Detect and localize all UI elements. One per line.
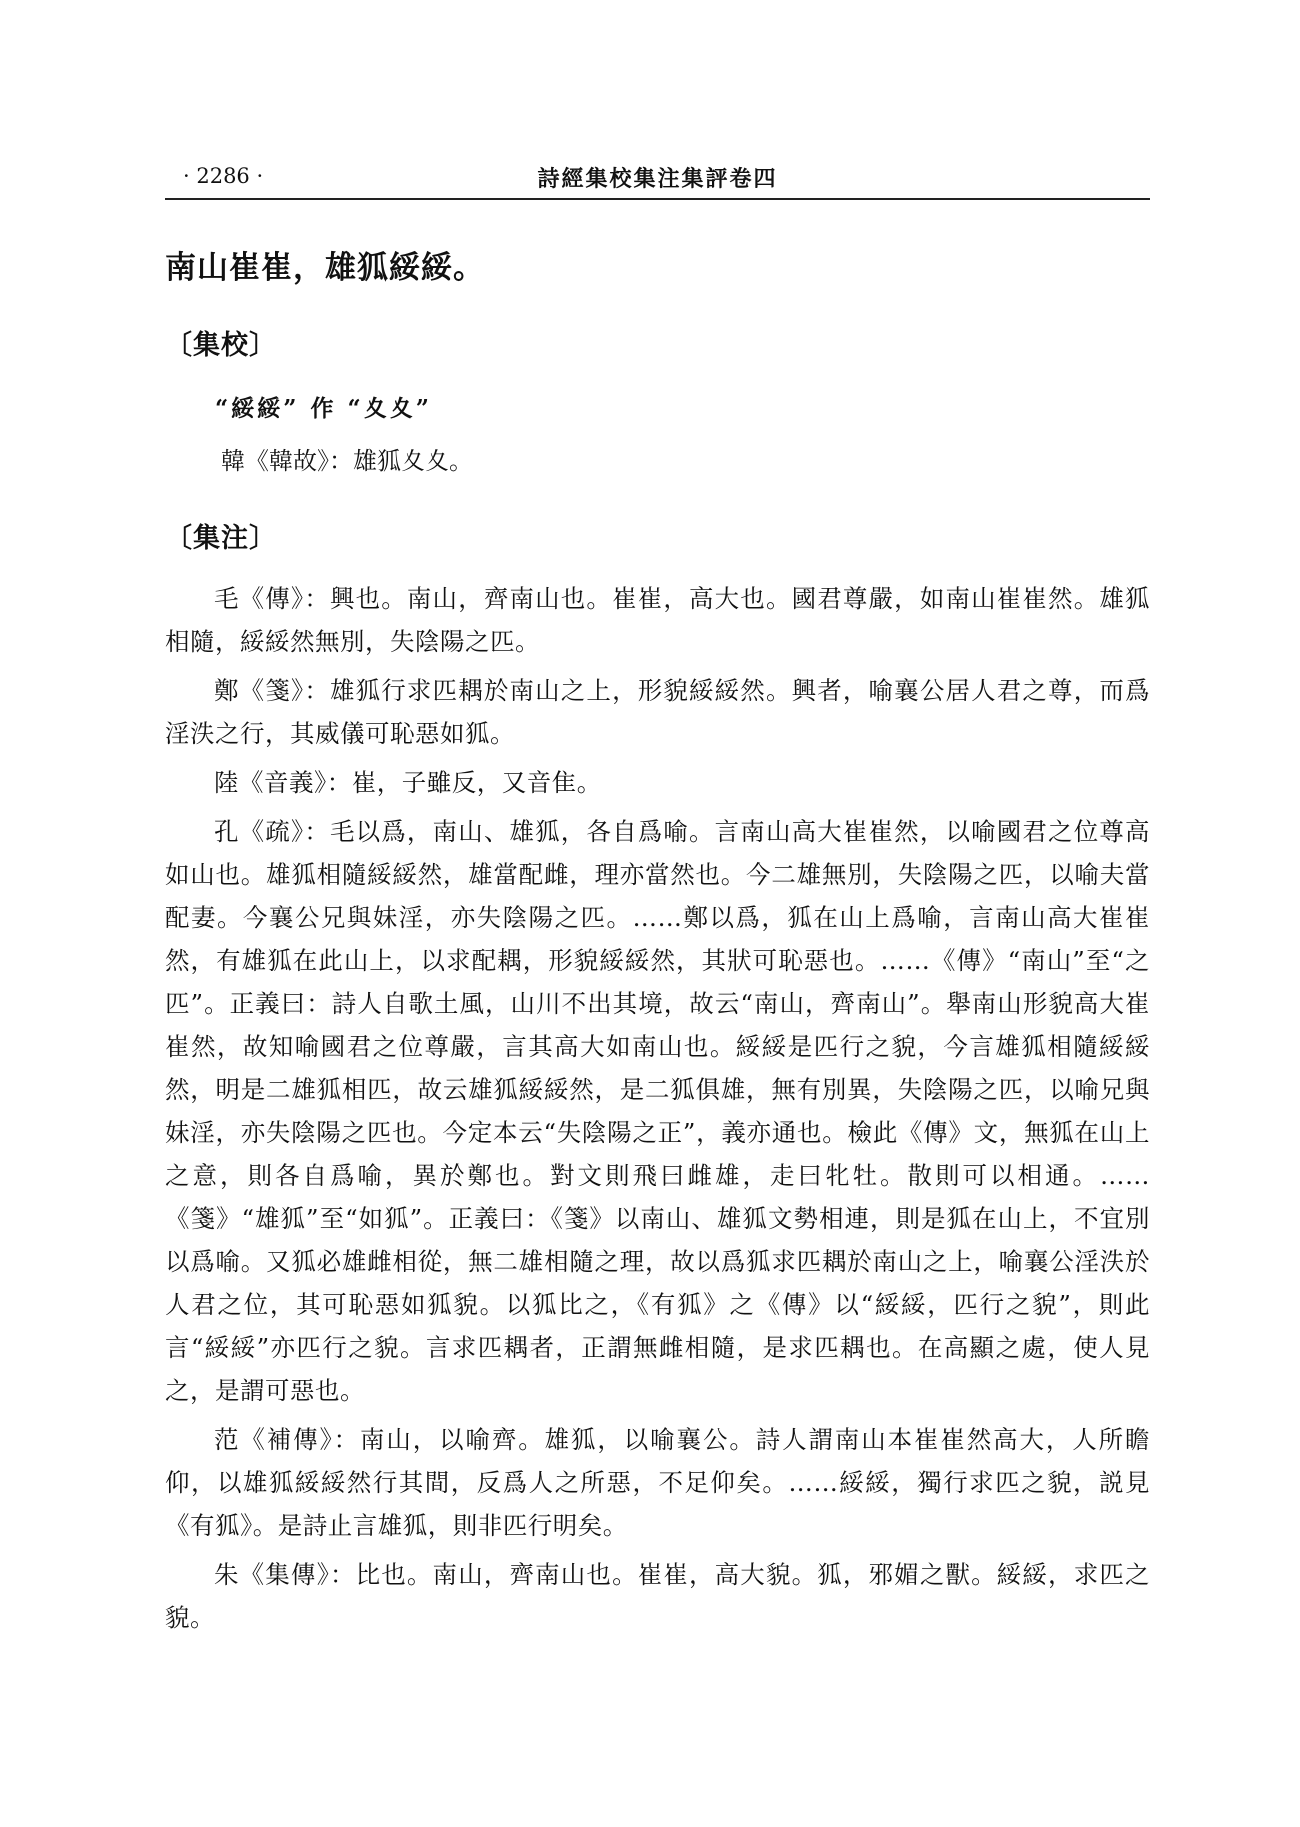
variant-text: 韓《韓故》：雄狐夊夊。 [221, 447, 473, 475]
running-head: 詩經集校集注集評卷四 [537, 166, 778, 192]
commentary-paragraph-kong: 孔《疏》：毛以爲，南山、雄狐，各自爲喻。言南山高大崔崔然，以喻國君之位尊高如山也。雄狐相隨綏綏然，雄當配雌，理亦當然也。今二雄無別，失陰陽之匹，以喻夫當配妻。今襄公兄與妹淫，亦失陰陽之匹。……鄭以爲，狐在山上爲喻，言南山高大崔崔然，有雄狐在此山上，以求配耦，形貌綏綏然，其狀可恥惡也。……《傳》“南山”至“之匹”。正義曰：詩人自歌土風，山川不出其境，故云“南山，齊南山”。舉南山形貌高大崔崔然，故知喻國君之位尊嚴，言其高大如南山也。綏綏是匹行之貌，今言雄狐相隨綏綏然，明是二雄狐相匹，故云雄狐綏綏然，是二狐俱雄，無有別異，失陰陽之匹，以喻兄與妹淫，亦失陰陽之匹也。今定本云“失陰陽之正”，義亦通也。檢此《傳》文，無狐在山上之意，則各自爲喻，異於鄭也。對文則飛曰雌雄，走曰牝牡。散則可以相通。……《箋》“雄狐”至“如狐”。正義曰：《箋》以南山、雄狐文勢相連，則是狐在山上，不宜別以爲喻。又狐必雄雌相從，無二雄相隨之理，故以爲狐求匹耦於南山之上，喻襄公淫泆於人君之位，其可恥惡如狐貌。以狐比之，《有狐》之《傳》以“綏綏，匹行之貌”，則此言“綏綏”亦匹行之貌。言求匹耦者，正謂無雌相隨，是求匹耦也。在高顯之處，使人見之，是謂可惡也。 [165, 817, 1150, 1405]
page-header [165, 158, 1150, 200]
commentary-notes [165, 577, 1150, 1639]
commentary-paragraph-zheng: 鄭《箋》：雄狐行求匹耦於南山之上，形貌綏綏然。興者，喻襄公居人君之尊，而爲淫泆之行，其威儀可恥惡如狐。 [165, 676, 1150, 748]
commentary-paragraph-zhu: 朱《集傳》：比也。南山，齊南山也。崔崔，高大貌。狐，邪媚之獸。綏綏，求匹之貌。 [165, 1560, 1150, 1632]
section-heading-jizhu: 〔集注〕 [165, 523, 277, 554]
book-page [165, 158, 1150, 1645]
section-heading-jijiao: 〔集校〕 [165, 330, 277, 361]
variant-title: “綏綏” 作 “夊夊” [215, 395, 432, 422]
verse-line: 南山崔崔，雄狐綏綏。 [165, 250, 485, 286]
commentary-paragraph-mao: 毛《傳》：興也。南山，齊南山也。崔崔，高大也。國君尊嚴，如南山崔崔然。雄狐相隨，綏綏然無別，失陰陽之匹。 [165, 584, 1150, 656]
commentary-paragraph-lu: 陸《音義》：崔，子雖反，又音隹。 [214, 768, 602, 797]
page-number: · 2286 · [183, 164, 264, 188]
commentary-paragraph-fan: 范《補傳》：南山，以喻齊。雄狐，以喻襄公。詩人謂南山本崔崔然高大，人所瞻仰，以雄狐綏綏然行其間，反爲人之所惡，不足仰矣。……綏綏，獨行求匹之貌，説見《有狐》。是詩止言雄狐，則非匹行明矣。 [165, 1425, 1150, 1540]
